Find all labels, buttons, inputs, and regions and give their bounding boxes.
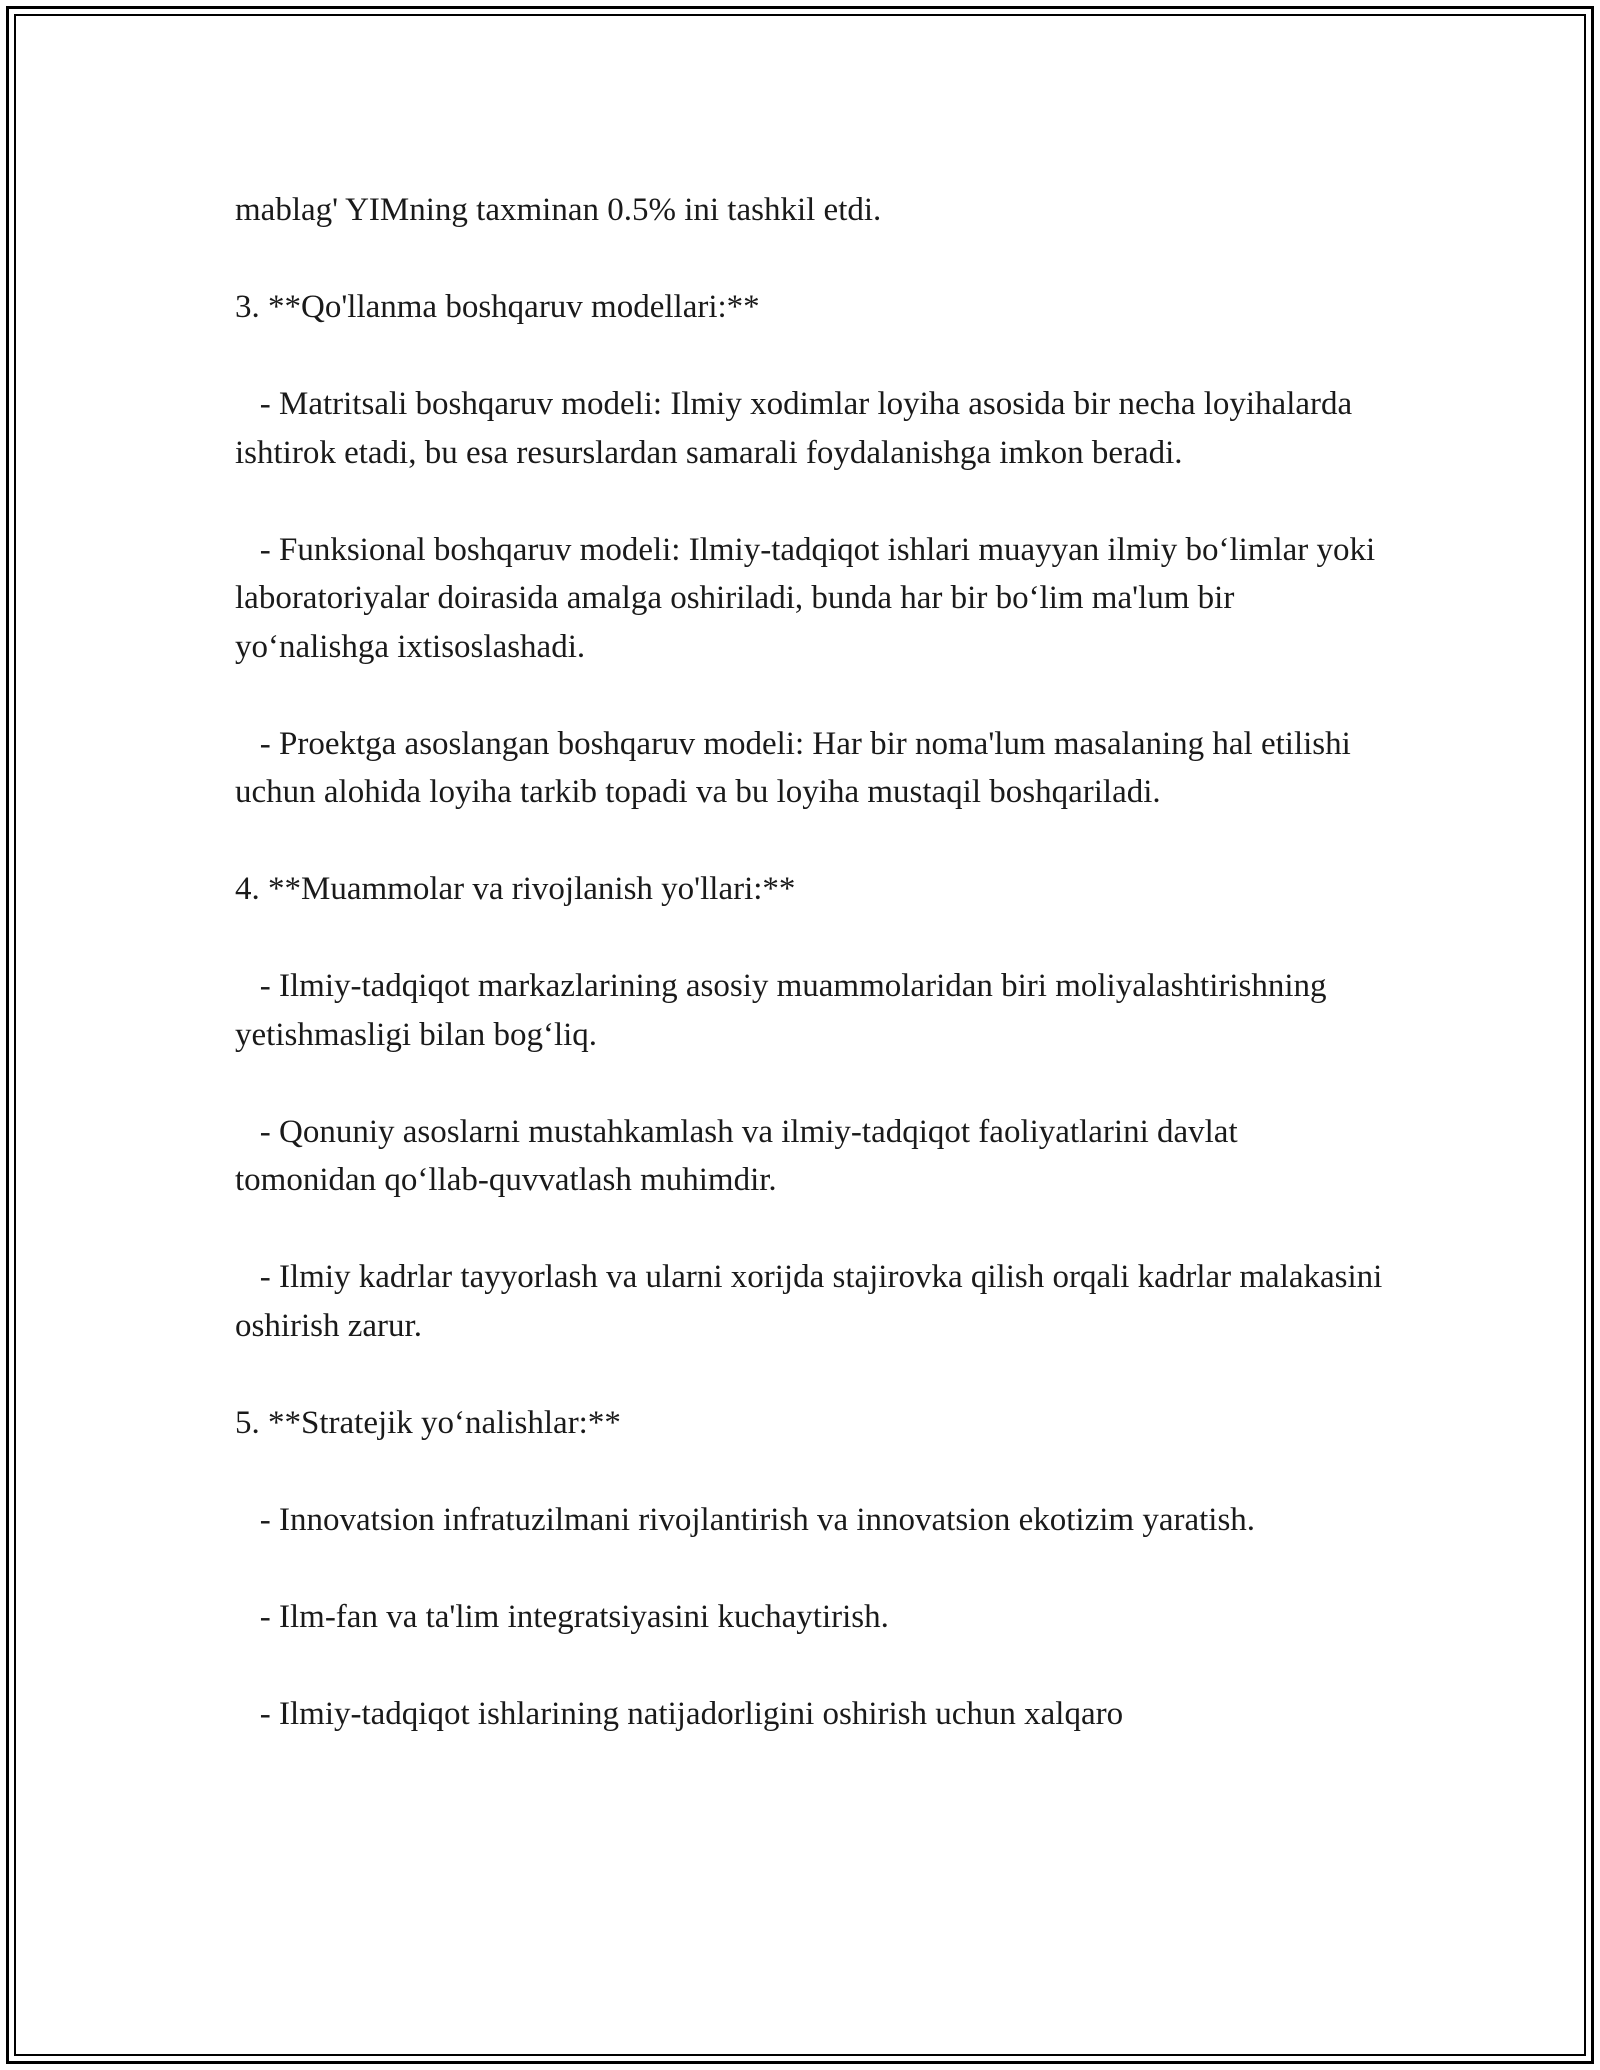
list-item-matrix-model: - Matritsali boshqaruv modeli: Ilmiy xodimlar loyiha asosida bir necha loyihalarda ishtirok etadi, bu esa resurslardan samarali foydalanishga imkon beradi. bbox=[235, 386, 1361, 471]
heading-management-models: 3. **Qo'llanma boshqaruv modellari:** bbox=[235, 289, 760, 325]
list-item-research-effectiveness: - Ilmiy-tadqiqot ishlarining natijadorligini oshirish uchun xalqaro bbox=[235, 1695, 1124, 1732]
list-item-staff-training: - Ilmiy kadrlar tayyorlash va ularni xorijda stajirovka qilish orqali kadrlar malakasini oshirish zarur. bbox=[235, 1259, 1391, 1344]
document-body bbox=[235, 186, 1391, 1738]
list-item-innovation-infrastructure: - Innovatsion infratuzilmani rivojlantirish va innovatsion ekotizim yaratish. bbox=[235, 1501, 1256, 1538]
list-item-project-model: - Proektga asoslangan boshqaruv modeli: Har bir noma'lum masalaning hal etilishi uchun alohida loyiha tarkib topadi va bu loyiha mustaqil boshqariladi. bbox=[235, 725, 1360, 810]
list-item-science-education: - Ilm-fan va ta'lim integratsiyasini kuchaytirish. bbox=[235, 1598, 889, 1635]
list-item-funding-problem: - Ilmiy-tadqiqot markazlarining asosiy muammolaridan biri moliyalashtirishning yetishmasligi bilan bog‘liq. bbox=[235, 968, 1335, 1053]
list-item-functional-model: - Funksional boshqaruv modeli: Ilmiy-tadqiqot ishlari muayyan ilmiy bo‘limlar yoki laboratoriyalar doirasida amalga oshiriladi, bunda har bir bo‘lim ma'lum bir yo‘nalishga ixtisoslashadi. bbox=[235, 531, 1384, 665]
paragraph-funding-share: mablag' YIMning taxminan 0.5% ini tashkil etdi. bbox=[235, 192, 882, 228]
heading-problems: 4. **Muammolar va rivojlanish yo'llari:** bbox=[235, 871, 796, 907]
list-item-legal-basis: - Qonuniy asoslarni mustahkamlash va ilmiy-tadqiqot faoliyatlarini davlat tomonidan qo‘llab-quvvatlash muhimdir. bbox=[235, 1113, 1246, 1198]
heading-strategic-directions: 5. **Stratejik yo‘nalishlar:** bbox=[235, 1404, 621, 1441]
